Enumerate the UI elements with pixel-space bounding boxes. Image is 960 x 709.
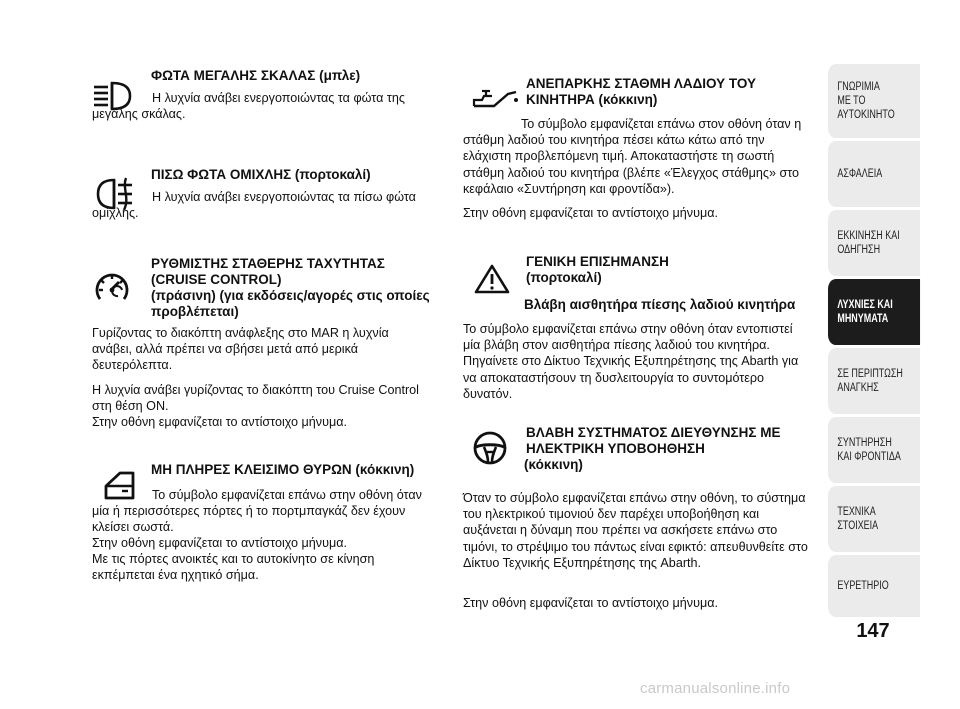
cruise-control-icon: [91, 266, 133, 308]
doors-title: ΜΗ ΠΛΗΡΕΣ ΚΛΕΙΣΙΜΟ ΘΥΡΩΝ (κόκκινη): [151, 462, 415, 477]
cruise-title-3: (πράσινη) (για εκδόσεις/αγορές στις οποίες: [151, 288, 430, 303]
oil-level-icon: [468, 82, 520, 110]
high-beam-title: ΦΩΤΑ ΜΕΓΑΛΗΣ ΣΚΑΛΑΣ (μπλε): [151, 68, 361, 83]
general-title-2: (πορτοκαλί): [526, 270, 602, 285]
cruise-text-1: Γυρίζοντας το διακόπτη ανάφλεξης στο MAR η λυχνία ανάβει, αλλά πρέπει να σβήσει μετά από μερικά δευτερόλεπτα.: [92, 326, 389, 373]
tab-technical-data[interactable]: ΤΕΧΝΙΚΑ ΣΤΟΙΧΕΙΑ: [828, 486, 920, 552]
cruise-title-4: προβλέπεται): [151, 304, 239, 319]
steering-wheel-icon: [470, 428, 510, 468]
cruise-text-2: Η λυχνία ανάβει γυρίζοντας το διακόπτη του Cruise Control στη θέση ON.: [92, 383, 419, 414]
cruise-text-3: Στην οθόνη εμφανίζεται το αντίστοιχο μήνυμα.: [92, 415, 347, 429]
steering-text-1: Όταν το σύμβολο εμφανίζεται επάνω στην οθόνη, το σύστημα του ηλεκτρικού τιμονιού δεν παρέχει υποβοήθηση και αυξάνεται η δύναμη που πρέπει να ασκήσετε επάνω στο τιμόνι, το στρέψιμο του πάντως είναι εφικτό: απευθυνθείτε στο Δίκτυο Τεχνικής Εξυπηρέτησης της Abarth.: [463, 491, 808, 570]
general-title-1: ΓΕΝΙΚΗ ΕΠΙΣΗΜΑΝΣΗ: [526, 254, 669, 269]
steering-title-1: ΒΛΑΒΗ ΣΥΣΤΗΜΑΤΟΣ ΔΙΕΥΘΥΝΣΗΣ ΜΕ: [526, 425, 781, 440]
tab-emergency[interactable]: ΣΕ ΠΕΡΙΠΤΩΣΗ ΑΝΑΓΚΗΣ: [828, 348, 920, 414]
tab-getting-to-know[interactable]: ΓΝΩΡΙΜΙΑ ΜΕ ΤΟ ΑΥΤΟΚΙΝΗΤΟ: [828, 64, 920, 138]
doors-text-1: Το σύμβολο εμφανίζεται επάνω στην οθόνη όταν μία ή περισσότερες πόρτες ή το πορτμπαγκάζ δεν έχουν κλείσει σωστά.: [92, 488, 422, 535]
warning-triangle-icon: [472, 262, 512, 296]
cruise-title-2: (CRUISE CONTROL): [151, 272, 282, 287]
tab-warning-lights-messages[interactable]: ΛΥΧΝΙΕΣ ΚΑΙ ΜΗΝΥΜΑΤΑ: [828, 279, 920, 345]
oil-text-1: Το σύμβολο εμφανίζεται επάνω στον οθόνη όταν η στάθμη λαδιού του κινητήρα πέσει κάτω κάτω από την ελάχιστη προβλεπόμενη τιμή. Αποκαταστήστε τη σωστή στάθμη λαδιού του κινητήρα (βλέπε «Έλεγχος στάθμης» στο κεφάλαιο «Συντήρηση και φροντίδα»).: [463, 117, 802, 196]
high-beam-text: Η λυχνία ανάβει ενεργοποιώντας τα φώτα της μεγάλης σκάλας.: [92, 91, 405, 122]
general-text: Το σύμβολο εμφανίζεται επάνω στην οθόνη όταν εντοπιστεί μία βλάβη στον αισθητήρα πίεσης λαδιού του κινητήρα. Πηγαίνετε στο Δίκτυο Τεχνικής Εξυπηρέτησης της Abarth για να αποκαταστήσουν τη δυσλειτουργία το συντομότερο δυνατόν.: [463, 322, 799, 401]
page-number: 147: [856, 620, 890, 642]
watermark-text: carmanualsonline.info: [640, 680, 791, 697]
doors-text-3: Με τις πόρτες ανοικτές και το αυτοκίνητο σε κίνηση εκπέμπεται ένα ηχητικό σήμα.: [92, 552, 375, 583]
tab-safety[interactable]: ΑΣΦΑΛΕΙΑ: [828, 141, 920, 207]
oil-title-2: ΚΙΝΗΤΗΡΑ (κόκκινη): [526, 92, 658, 107]
tab-starting-driving[interactable]: ΕΚΚΙΝΗΣΗ ΚΑΙ ΟΔΗΓΗΣΗ: [828, 210, 920, 276]
rear-fog-text: Η λυχνία ανάβει ενεργοποιώντας τα πίσω φώτα ομίχλης.: [92, 190, 416, 221]
general-subtitle: Βλάβη αισθητήρα πίεσης λαδιού κινητήρα: [524, 297, 796, 312]
cruise-title-1: ΡΥΘΜΙΣΤΗΣ ΣΤΑΘΕΡΗΣ ΤΑΧΥΤΗΤΑΣ: [151, 256, 385, 271]
rear-fog-title: ΠΙΣΩ ΦΩΤΑ ΟΜΙΧΛΗΣ (πορτοκαλί): [151, 167, 371, 182]
steering-text-2: Στην οθόνη εμφανίζεται το αντίστοιχο μήνυμα.: [463, 596, 718, 610]
steering-title-3: (κόκκινη): [524, 457, 583, 472]
oil-title-1: ΑΝΕΠΑΡΚΗΣ ΣΤΑΘΜΗ ΛΑΔΙΟΥ ΤΟΥ: [526, 76, 757, 91]
tab-maintenance-care[interactable]: ΣΥΝΤΗΡΗΣΗ ΚΑΙ ΦΡΟΝΤΙΔΑ: [828, 417, 920, 483]
oil-text-2: Στην οθόνη εμφανίζεται το αντίστοιχο μήνυμα.: [463, 206, 718, 220]
tab-index[interactable]: ΕΥΡΕΤΗΡΙΟ: [828, 555, 920, 617]
doors-text-2: Στην οθόνη εμφανίζεται το αντίστοιχο μήνυμα.: [92, 536, 347, 550]
steering-title-2: ΗΛΕΚΤΡΙΚΗ ΥΠΟΒΟΗΘΗΣΗ: [526, 441, 705, 456]
